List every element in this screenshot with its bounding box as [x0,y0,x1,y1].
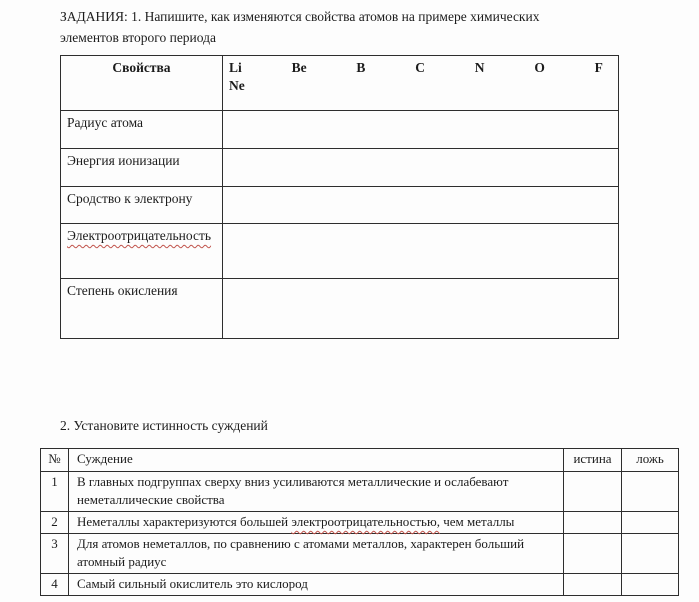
row-number: 1 [41,472,69,512]
property-label-cell [61,187,223,224]
false-answer-cell[interactable] [622,574,679,596]
table-row [61,111,619,149]
answer-cell[interactable] [223,187,619,224]
true-answer-cell[interactable] [564,512,622,534]
property-label-cell [61,224,223,279]
row-number: 3 [41,534,69,574]
false-answer-cell[interactable] [622,534,679,574]
statement-fragment: чем металлы [439,514,515,529]
statement-misspelled-word: электроотрицательностью, [291,514,440,529]
elements-header-cell [223,56,619,111]
property-label: Сродство к электрону [67,191,193,206]
element-symbol-b: B [356,60,366,75]
number-column-header: № [41,449,69,472]
table-row [61,187,619,224]
property-label-cell [61,279,223,339]
table-row [41,512,679,534]
element-symbol-ne: Ne [229,78,245,93]
elements-row [229,59,603,77]
element-symbol-be: Be [291,60,307,75]
true-answer-cell[interactable] [564,534,622,574]
false-answer-cell[interactable] [622,472,679,512]
statement-text: Самый сильный окислитель это кислород [69,574,564,596]
table-row [61,224,619,279]
answer-cell[interactable] [223,111,619,149]
property-label-misspelled: Электроотрицательность [67,228,212,243]
statement-text: В главных подгруппах сверху вниз усиливаются металлические и ослабевают неметаллические свойства [69,472,564,512]
element-symbol-li: Li [229,60,242,75]
statement-fragment: Неметаллы характеризуются большей [77,514,292,529]
property-label: Энергия ионизации [67,153,180,168]
answer-cell[interactable] [223,149,619,187]
true-answer-cell[interactable] [564,472,622,512]
property-label-cell [61,111,223,149]
row-number: 2 [41,512,69,534]
element-symbol-f: F [594,60,603,75]
task2-title: 2. Установите истинность суждений [60,418,268,433]
task1-title: ЗАДАНИЯ: 1. Напишите, как изменяются свойства атомов на примере химических элементов второго периода [60,9,540,45]
statement-text: Для атомов неметаллов, по сравнению с атомами металлов, характерен больший атомный радиус [69,534,564,574]
properties-table [60,55,619,339]
answer-cell[interactable] [223,224,619,279]
table-row [41,472,679,512]
table-row [41,574,679,596]
property-label: Степень окисления [67,283,178,298]
property-label: Радиус атома [67,115,144,130]
false-column-header: ложь [622,449,679,472]
true-answer-cell[interactable] [564,574,622,596]
false-answer-cell[interactable] [622,512,679,534]
element-symbol-o: O [534,60,545,75]
properties-table-header-row [61,56,619,111]
table-row [61,149,619,187]
element-symbol-n: N [474,60,485,75]
properties-header-cell: Свойства [61,56,223,111]
answer-cell[interactable] [223,279,619,339]
true-column-header: истина [564,449,622,472]
property-label-cell [61,149,223,187]
statement-column-header: Суждение [69,449,564,472]
judgments-table [40,448,679,596]
judgments-header-row [41,449,679,472]
row-number: 4 [41,574,69,596]
table-row [41,534,679,574]
table-row [61,279,619,339]
element-symbol-c: C [415,60,425,75]
statement-text [69,512,564,534]
